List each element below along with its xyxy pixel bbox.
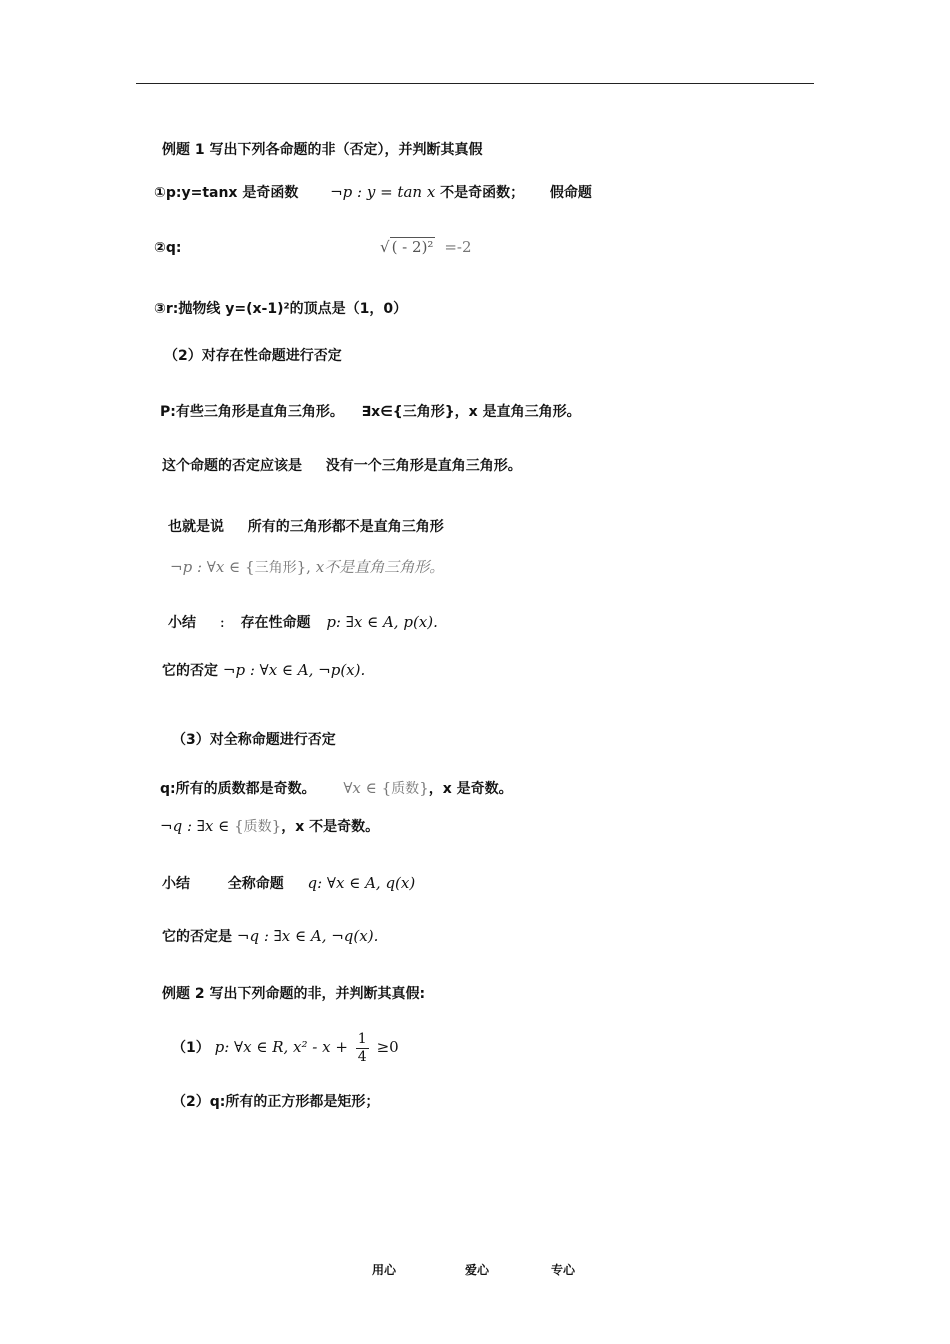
example-1-item-3: ③r:抛物线 y=(x-1)²的顶点是（1，0） (154, 301, 408, 317)
section-3-summary (162, 873, 415, 894)
example-2-title: 例题 2 写出下列命题的非，并判断其真假: (162, 986, 426, 1002)
section-2-also (168, 517, 444, 537)
q-formal-suffix: ，x 是奇数。 (428, 781, 513, 797)
summary-colon: : (219, 613, 225, 631)
negq-set-close: } (271, 817, 282, 835)
negation-intro-text: 没有一个三角形是直角三角形。 (325, 458, 522, 474)
item-1-verdict: 假命题 (549, 185, 592, 201)
q-formal-prefix: ∀x ∈ (343, 779, 377, 797)
item-1-statement: ①p:y=tanx 是奇函数 (154, 185, 299, 201)
negq-set-open: { (234, 817, 244, 835)
example-2-item-1 (172, 1028, 399, 1067)
negation-formula: ¬q : ∃x ∈ A, ¬q(x). (236, 927, 379, 945)
sqrt-sign: √ ( - 2)² (380, 238, 434, 256)
item-2-label: ②q: (154, 240, 182, 256)
header-rule (136, 83, 814, 84)
section-3-q-line (160, 778, 513, 799)
summary-text: 存在性命题 (240, 615, 311, 631)
item-2-expression (380, 237, 472, 258)
section-2-heading: （2）对存在性命题进行否定 (164, 348, 342, 364)
q-formal-set: 质数 (391, 781, 420, 797)
section-2-negation-formula (170, 557, 444, 578)
negation-label: 它的否定是 (162, 929, 232, 945)
sqrt-radicand: ( - 2)² (391, 238, 434, 256)
section-2-negation (162, 660, 365, 681)
neg-formula-set-open: { (245, 558, 255, 576)
negation-intro-label: 这个命题的否定应该是 (162, 458, 302, 474)
negq-suffix: ，x 不是奇数。 (281, 819, 380, 835)
section-3-heading: （3）对全称命题进行否定 (172, 732, 336, 748)
neg-formula-suffix: x不是直角三角形。 (315, 558, 445, 576)
section-2-negation-intro (162, 456, 522, 476)
negq-set: 质数 (243, 819, 272, 835)
p-statement: P:有些三角形是直角三角形。 (160, 404, 344, 420)
footer-word-3: 专心 (551, 1263, 576, 1277)
negation-formula: ¬p : ∀x ∈ A, ¬p(x). (222, 661, 366, 679)
item-1-negation-text: 不是奇函数； (440, 185, 525, 201)
q-statement: q:所有的质数都是奇数。 (160, 781, 316, 797)
fraction-numerator: 1 (357, 1030, 367, 1047)
example-1-item-1 (154, 182, 592, 203)
example-1-title: 例题 1 写出下列各命题的非（否定），并判断其真假 (162, 142, 483, 158)
neg-formula-prefix: ¬p : ∀x ∈ (170, 558, 241, 576)
also-text: 所有的三角形都不是直角三角形 (247, 519, 444, 535)
negq-prefix: ¬q : ∃x ∈ (160, 817, 230, 835)
example-1-item-2 (154, 238, 181, 258)
summary-label: 小结 (162, 876, 190, 892)
ex2-item-1-label: （1） (172, 1040, 210, 1056)
fraction-denominator: 4 (357, 1048, 367, 1065)
q-set-close: } (419, 779, 429, 797)
example-2-item-2: （2）q:所有的正方形都是矩形； (172, 1094, 380, 1110)
p-formal: ∃x∈{三角形}，x 是直角三角形。 (361, 404, 581, 420)
section-3-negq-line (160, 816, 379, 837)
item-2-rhs: =-2 (444, 238, 472, 256)
section-3-negation (162, 926, 378, 947)
summary-formula: p: ∃x ∈ A, p(x). (326, 613, 438, 631)
footer-word-2: 爱心 (465, 1263, 490, 1277)
item-1-negation-formula: ¬p : y = tan x (330, 183, 436, 201)
fraction-one-quarter (356, 1031, 369, 1066)
footer-word-1: 用心 (372, 1263, 397, 1277)
section-2-p-line (160, 402, 581, 422)
summary-formula: q: ∀x ∈ A, q(x) (307, 874, 416, 892)
ex2-item-1-formula-a: p: ∀x ∈ R, x² - x + (214, 1038, 348, 1056)
section-2-summary (168, 612, 438, 633)
summary-text: 全称命题 (227, 876, 284, 892)
summary-label: 小结 (168, 615, 196, 631)
q-set-open: { (381, 779, 392, 797)
neg-formula-set-close: }, (296, 558, 311, 576)
negation-label: 它的否定 (162, 663, 218, 679)
also-label: 也就是说 (168, 519, 224, 535)
neg-formula-set: 三角形 (254, 560, 297, 576)
ex2-item-1-formula-b: ≥0 (376, 1038, 399, 1056)
